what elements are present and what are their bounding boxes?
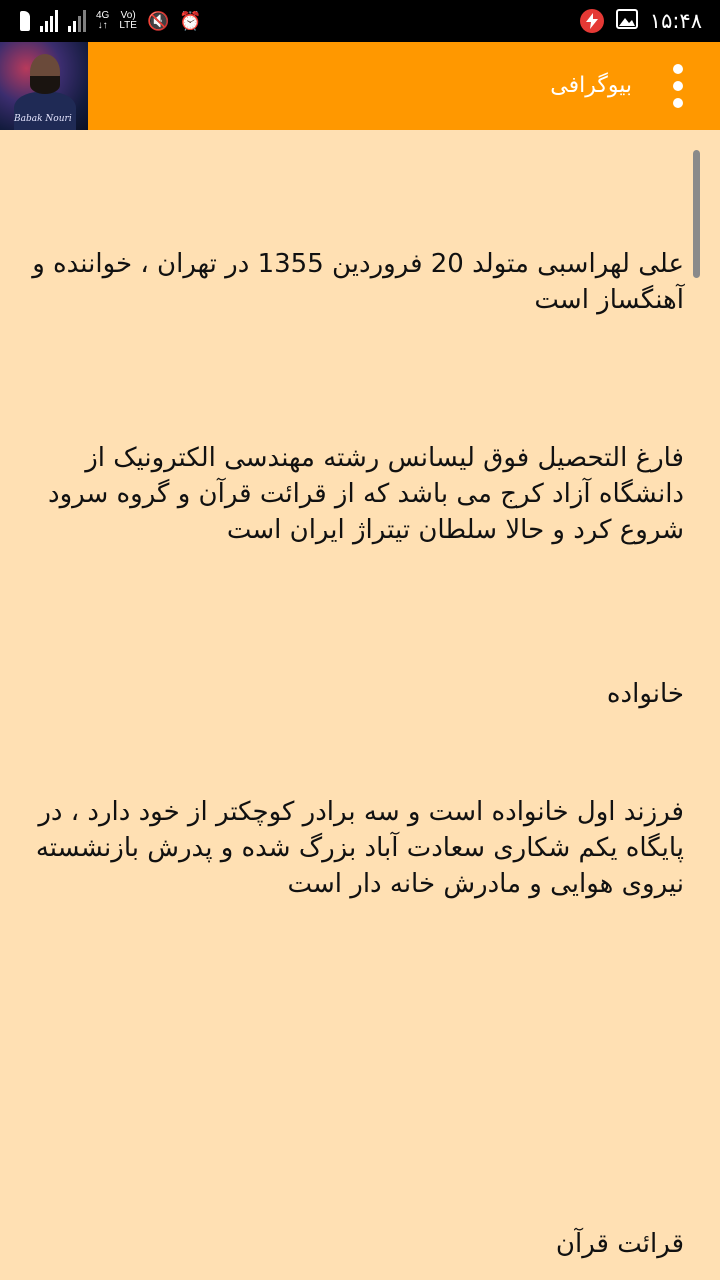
paragraph-family: فرزند اول خانواده است و سه برادر کوچکتر از خود دارد ، در پایگاه یکم شکاری سعادت آباد بزرگ شده و پدرش بازنشسته نیروی هوایی و مادرش خانه دار است: [35, 797, 684, 899]
alarm-icon: ⏰: [179, 10, 202, 32]
image-notification-icon: [616, 9, 638, 33]
thumbnail-figure-beard: [30, 76, 60, 94]
overflow-menu-icon[interactable]: [666, 64, 690, 108]
status-right-icons: [580, 6, 702, 36]
status-clock: ۱۵:۴۸: [649, 9, 702, 33]
mute-icon: 🔇: [146, 10, 170, 32]
signal-strength-icon: [40, 10, 58, 32]
status-bar: [0, 0, 720, 42]
paragraph-intro: علی لهراسبی متولد 20 فروردین 1355 در تهران ، خواننده و آهنگساز است: [32, 249, 684, 315]
network-4g-label: 4G ↓↑: [96, 10, 110, 31]
album-thumbnail[interactable]: [0, 42, 88, 130]
signal-strength-2-icon: [68, 10, 86, 32]
flash-notification-icon: [580, 9, 604, 33]
sim-icon: [20, 11, 30, 31]
thumbnail-caption: Babak Nouri: [14, 114, 72, 124]
network-volte-label: Vo) LTE: [119, 10, 137, 31]
biography-content[interactable]: [0, 130, 720, 1280]
heading-quran-recitation: قرائت قرآن: [555, 1229, 684, 1259]
status-left-icons: [20, 8, 202, 34]
heading-family: خانواده: [606, 679, 684, 709]
paragraph-education: فارغ التحصیل فوق لیسانس رشته مهندسی الکترونیک از دانشگاه آزاد کرج می باشد که از قرائت قرآن و گروه سرود شروع کرد و حالا سلطان تیتراژ ایران است: [48, 443, 684, 545]
page-title: بیوگرافی: [550, 73, 632, 98]
scrollbar-thumb[interactable]: [693, 150, 700, 278]
app-bar: [0, 42, 720, 130]
thumbnail-figure-body: [14, 92, 76, 130]
